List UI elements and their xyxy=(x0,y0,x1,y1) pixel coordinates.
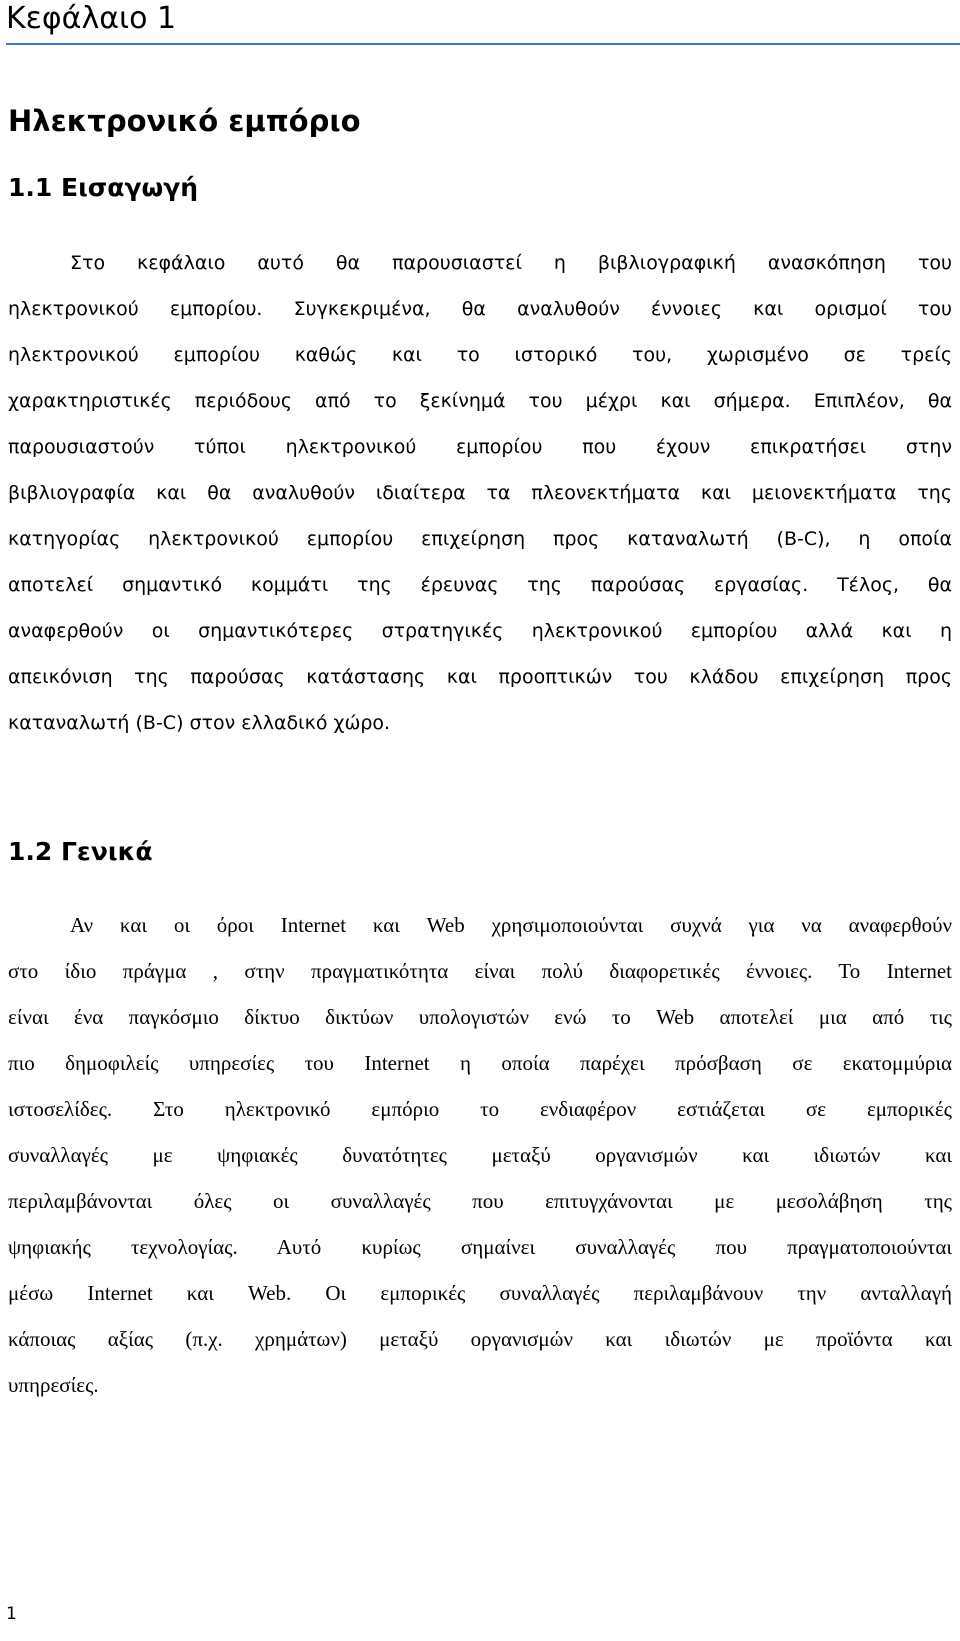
paragraph-line: συναλλαγές με ψηφιακές δυνατότητες μεταξύ οργανισμών και ιδιωτών και xyxy=(8,1143,952,1167)
paragraph-line: υπηρεσίες. xyxy=(8,1373,99,1397)
paragraph-line: ψηφιακής τεχνολογίας. Αυτό κυρίως σημαίνει συναλλαγές που πραγματοποιούνται xyxy=(8,1235,952,1259)
paragraph-line: βιβλιογραφία και θα αναλυθούν ιδιαίτερα τα πλεονεκτήματα και μειονεκτήματα της xyxy=(8,482,952,504)
paragraph-line: περιλαμβάνονται όλες οι συναλλαγές που επιτυγχάνονται με μεσολάβηση της xyxy=(8,1189,952,1213)
paragraph-general xyxy=(8,910,952,1416)
paragraph-line: απεικόνιση της παρούσας κατάστασης και προοπτικών του κλάδου επιχείρηση προς xyxy=(8,666,952,688)
document-title: Ηλεκτρονικό εμπόριο xyxy=(8,104,361,138)
paragraph-line: κάποιας αξίας (π.χ. χρημάτων) μεταξύ οργανισμών και ιδιωτών με προϊόντα και xyxy=(8,1327,952,1351)
paragraph-line: καταναλωτή (B-C) στον ελλαδικό χώρο. xyxy=(8,712,391,734)
paragraph-line: μέσω Internet και Web. Οι εμπορικές συναλλαγές περιλαμβάνουν την ανταλλαγή xyxy=(8,1281,952,1305)
section-heading-introduction: 1.1 Εισαγωγή xyxy=(8,173,199,202)
paragraph-line: ιστοσελίδες. Στο ηλεκτρονικό εμπόριο το ενδιαφέρον εστιάζεται σε εμπορικές xyxy=(8,1097,952,1121)
paragraph-line: χαρακτηριστικές περιόδους από το ξεκίνημά του μέχρι και σήμερα. Επιπλέον, θα xyxy=(8,390,952,412)
paragraph-line: ηλεκτρονικού εμπορίου καθώς και το ιστορικό του, χωρισμένο σε τρείς xyxy=(8,344,952,366)
paragraph-line: Στο κεφάλαιο αυτό θα παρουσιαστεί η βιβλιογραφική ανασκόπηση του xyxy=(70,252,952,274)
paragraph-line: ηλεκτρονικού εμπορίου. Συγκεκριμένα, θα αναλυθούν έννοιες και ορισμοί του xyxy=(8,298,952,320)
paragraph-line: αποτελεί σημαντικό κομμάτι της έρευνας της παρούσας εργασίας. Τέλος, θα xyxy=(8,574,952,596)
paragraph-line: στο ίδιο πράγμα , στην πραγματικότητα είναι πολύ διαφορετικές έννοιες. Το Internet xyxy=(8,959,952,983)
section-heading-general: 1.2 Γενικά xyxy=(8,837,153,866)
page-number: 1 xyxy=(6,1604,17,1624)
chapter-label: Κεφάλαιο 1 xyxy=(6,1,177,36)
paragraph-line: πιο δημοφιλείς υπηρεσίες του Internet η οποία παρέχει πρόσβαση σε εκατομμύρια xyxy=(8,1051,952,1075)
paragraph-introduction xyxy=(8,248,952,754)
paragraph-line: είναι ένα παγκόσμιο δίκτυο δικτύων υπολογιστών ενώ το Web αποτελεί μια από τις xyxy=(8,1005,952,1029)
paragraph-line: αναφερθούν οι σημαντικότερες στρατηγικές ηλεκτρονικού εμπορίου αλλά και η xyxy=(8,620,952,642)
paragraph-line: κατηγορίας ηλεκτρονικού εμπορίου επιχείρηση προς καταναλωτή (B-C), η οποία xyxy=(8,528,952,550)
paragraph-line: Αν και οι όροι Internet και Web χρησιμοποιούνται συχνά για να αναφερθούν xyxy=(70,913,952,937)
chapter-header xyxy=(6,0,960,45)
paragraph-line: παρουσιαστούν τύποι ηλεκτρονικού εμπορίου που έχουν επικρατήσει στην xyxy=(8,436,952,458)
chapter-rule xyxy=(6,43,960,45)
